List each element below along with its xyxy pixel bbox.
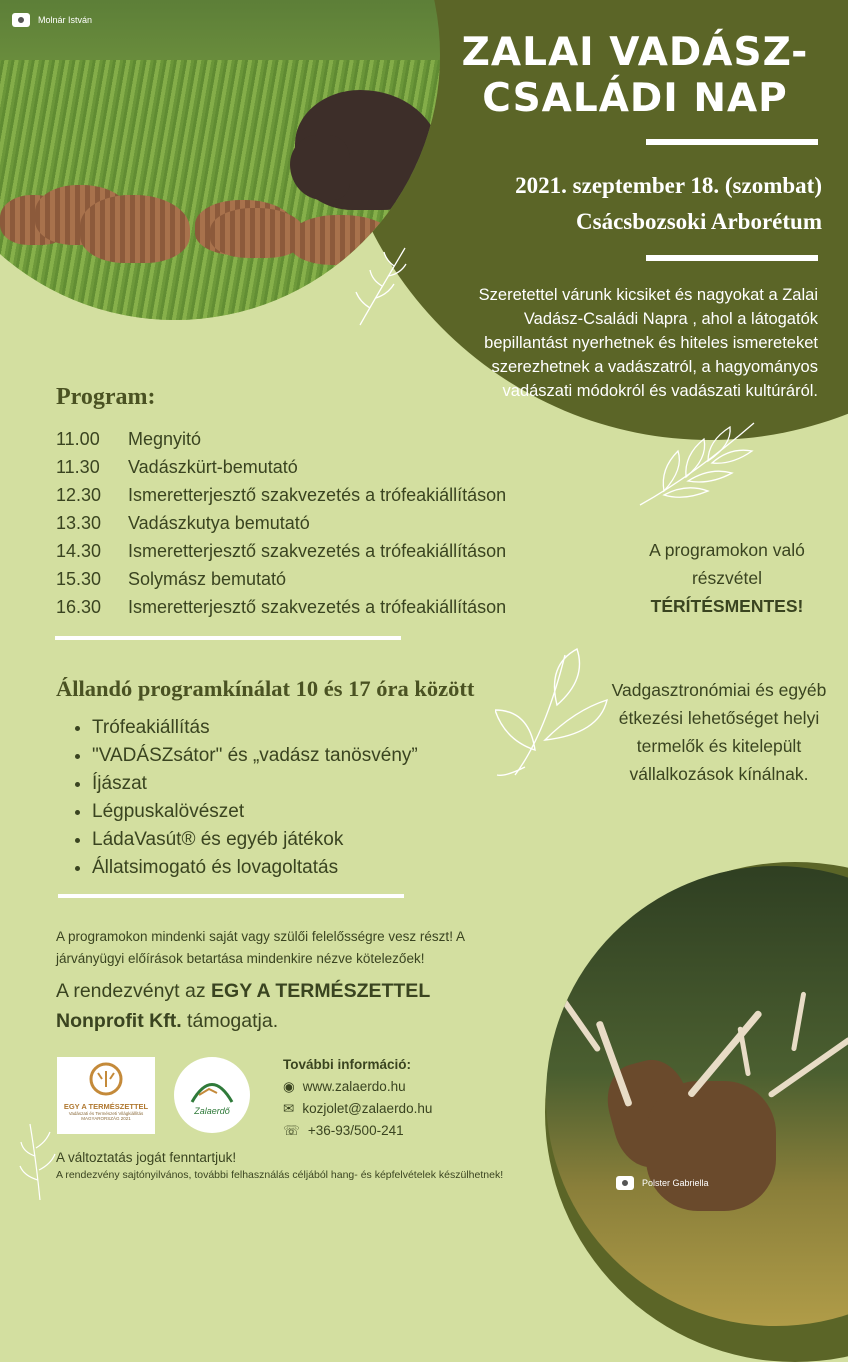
food-note: Vadgasztronómiai és egyéb étkezési lehetőséget helyi termelők és kitelepült vállalkozások kínálnak. [611,680,827,784]
permanent-item: • Állatsimogató és lovagoltatás [92,854,516,882]
program-item [56,425,576,453]
program-label: Solymász bemutató [128,569,287,589]
sponsor-org1: EGY A TERMÉSZETTEL [211,980,431,1002]
program-label: Vadászkürt-bemutató [128,457,298,477]
program-time: 15.30 [56,569,102,589]
event-date: 2021. szeptember 18. (szombat) [515,173,822,198]
responsibility-note: A programokon mindenki saját vagy szülői felelősségre vesz részt! A járványügyi előírások betartása mindenkire nézve kötelezőek! [56,929,465,966]
zalaerdo-emblem-icon [187,1067,237,1107]
program-item [56,565,576,593]
egy-logo-name: EGY A TERMÉSZETTEL [63,1102,149,1111]
contact-web-row [283,1076,533,1098]
egy-logo-sub2: MAGYARORSZÁG 2021 [81,1116,131,1121]
camera-icon [12,13,30,27]
contact-phone[interactable]: +36-93/500-241 [307,1123,404,1138]
permanent-divider [58,894,404,898]
contact-phone-row [283,1120,533,1142]
program-time: 14.30 [56,541,102,561]
camera-icon [616,1176,634,1190]
egy-a-termeszettel-logo [57,1057,155,1134]
contact-email-row [283,1098,533,1120]
permanent-item: • Trófeakiállítás [92,714,516,742]
program-item [56,537,576,565]
sponsor-post: támogatja. [181,1010,279,1032]
contact-block [283,1054,533,1142]
program-label: Ismeretterjesztő szakvezetés a trófeakiállításon [128,485,507,505]
photo-credit-text: Polster Gabriella [642,1178,709,1188]
contact-web[interactable]: www.zalaerdo.hu [302,1079,406,1094]
egy-logo-sub: Vadászati és Természeti Világkiállítás [68,1111,144,1116]
photo-credit-text: Molnár István [38,15,93,25]
piglet [80,195,190,263]
permanent-heading: Állandó programkínálat 10 és 17 óra között [56,676,475,701]
photo-credit-top [12,13,92,27]
free-note-emphasis: TÉRÍTÉSMENTES! [650,596,804,616]
program-time: 13.30 [56,513,102,533]
deer-neck [646,1081,776,1211]
permanent-item: • Íjászat [92,770,516,798]
permanent-item: • "VADÁSZsátor" és „vadász tanösvény” [92,742,516,770]
permanent-item: • Légpuskalövészet [92,798,516,826]
date-rule [646,255,818,261]
globe-icon: ◉ [283,1079,295,1094]
contact-heading: További információ: [283,1057,412,1072]
antler [767,1036,848,1098]
program-divider [55,636,401,640]
program-label: Megnyitó [128,429,202,449]
program-time: 16.30 [56,597,102,617]
intro-text: Szeretettel várunk kicsiket és nagyokat a Zalai Vadász-Családi Napra , ahol a látogatók bepillantást nyerhetnek és hiteles ismereteket szerezhetnek a vadászatról, a hagyományos vadászati módokról és vadászati kultúráról. [478,286,818,400]
title-rule [646,139,818,145]
footer-change-note: A változtatás jogát fenntartjuk! [56,1150,237,1165]
antler [791,991,806,1051]
zalaerdo-logo-text: Zalaerdő [194,1106,230,1116]
program-item [56,453,576,481]
leaf-sprig-icon [350,240,420,330]
free-note-line2: részvétel [691,568,763,588]
program-time: 11.30 [56,457,100,477]
program-item [56,593,576,621]
photo-credit-bottom [616,1176,709,1190]
title-line-1: ZALAI VADÁSZ- [461,30,809,75]
program-label: Ismeretterjesztő szakvezetés a trófeakiállításon [128,541,507,561]
program-time: 11.00 [56,429,100,449]
antler [556,992,601,1053]
free-note [612,536,842,620]
program-label: Ismeretterjesztő szakvezetés a trófeakiállításon [128,597,507,617]
program-time: 12.30 [56,485,102,505]
program-heading: Program: [56,384,156,410]
event-date-block [430,170,822,238]
phone-icon: ☏ [283,1123,300,1138]
contact-email[interactable]: kozjolet@zalaerdo.hu [302,1101,433,1116]
permanent-list-wrap [56,714,516,882]
event-venue: Csácsbozsoki Arborétum [576,209,822,234]
program-label: Vadászkutya bemutató [128,513,310,533]
title-line-2: CSALÁDI NAP [482,76,788,121]
mail-icon: ✉ [283,1101,295,1116]
permanent-item: • LádaVasút® és egyéb játékok [92,826,516,854]
sponsor-pre: A rendezvényt az [56,980,212,1002]
program-list [56,425,576,621]
sponsor-note [56,976,526,1036]
free-note-line1: A programokon való [649,540,805,560]
deer-emblem-icon [86,1061,126,1097]
footer-press-note: A rendezvény sajtónyilvános, további felhasználás céljából hang- és képfelvételek készülhetnek! [56,1169,504,1181]
fern-leaf-icon [634,415,764,515]
permanent-list [56,714,516,882]
program-item [56,509,576,537]
zalaerdo-logo [174,1057,250,1133]
program-item [56,481,576,509]
event-title [440,30,830,122]
sponsor-org2: Nonprofit Kft. [56,1010,182,1032]
